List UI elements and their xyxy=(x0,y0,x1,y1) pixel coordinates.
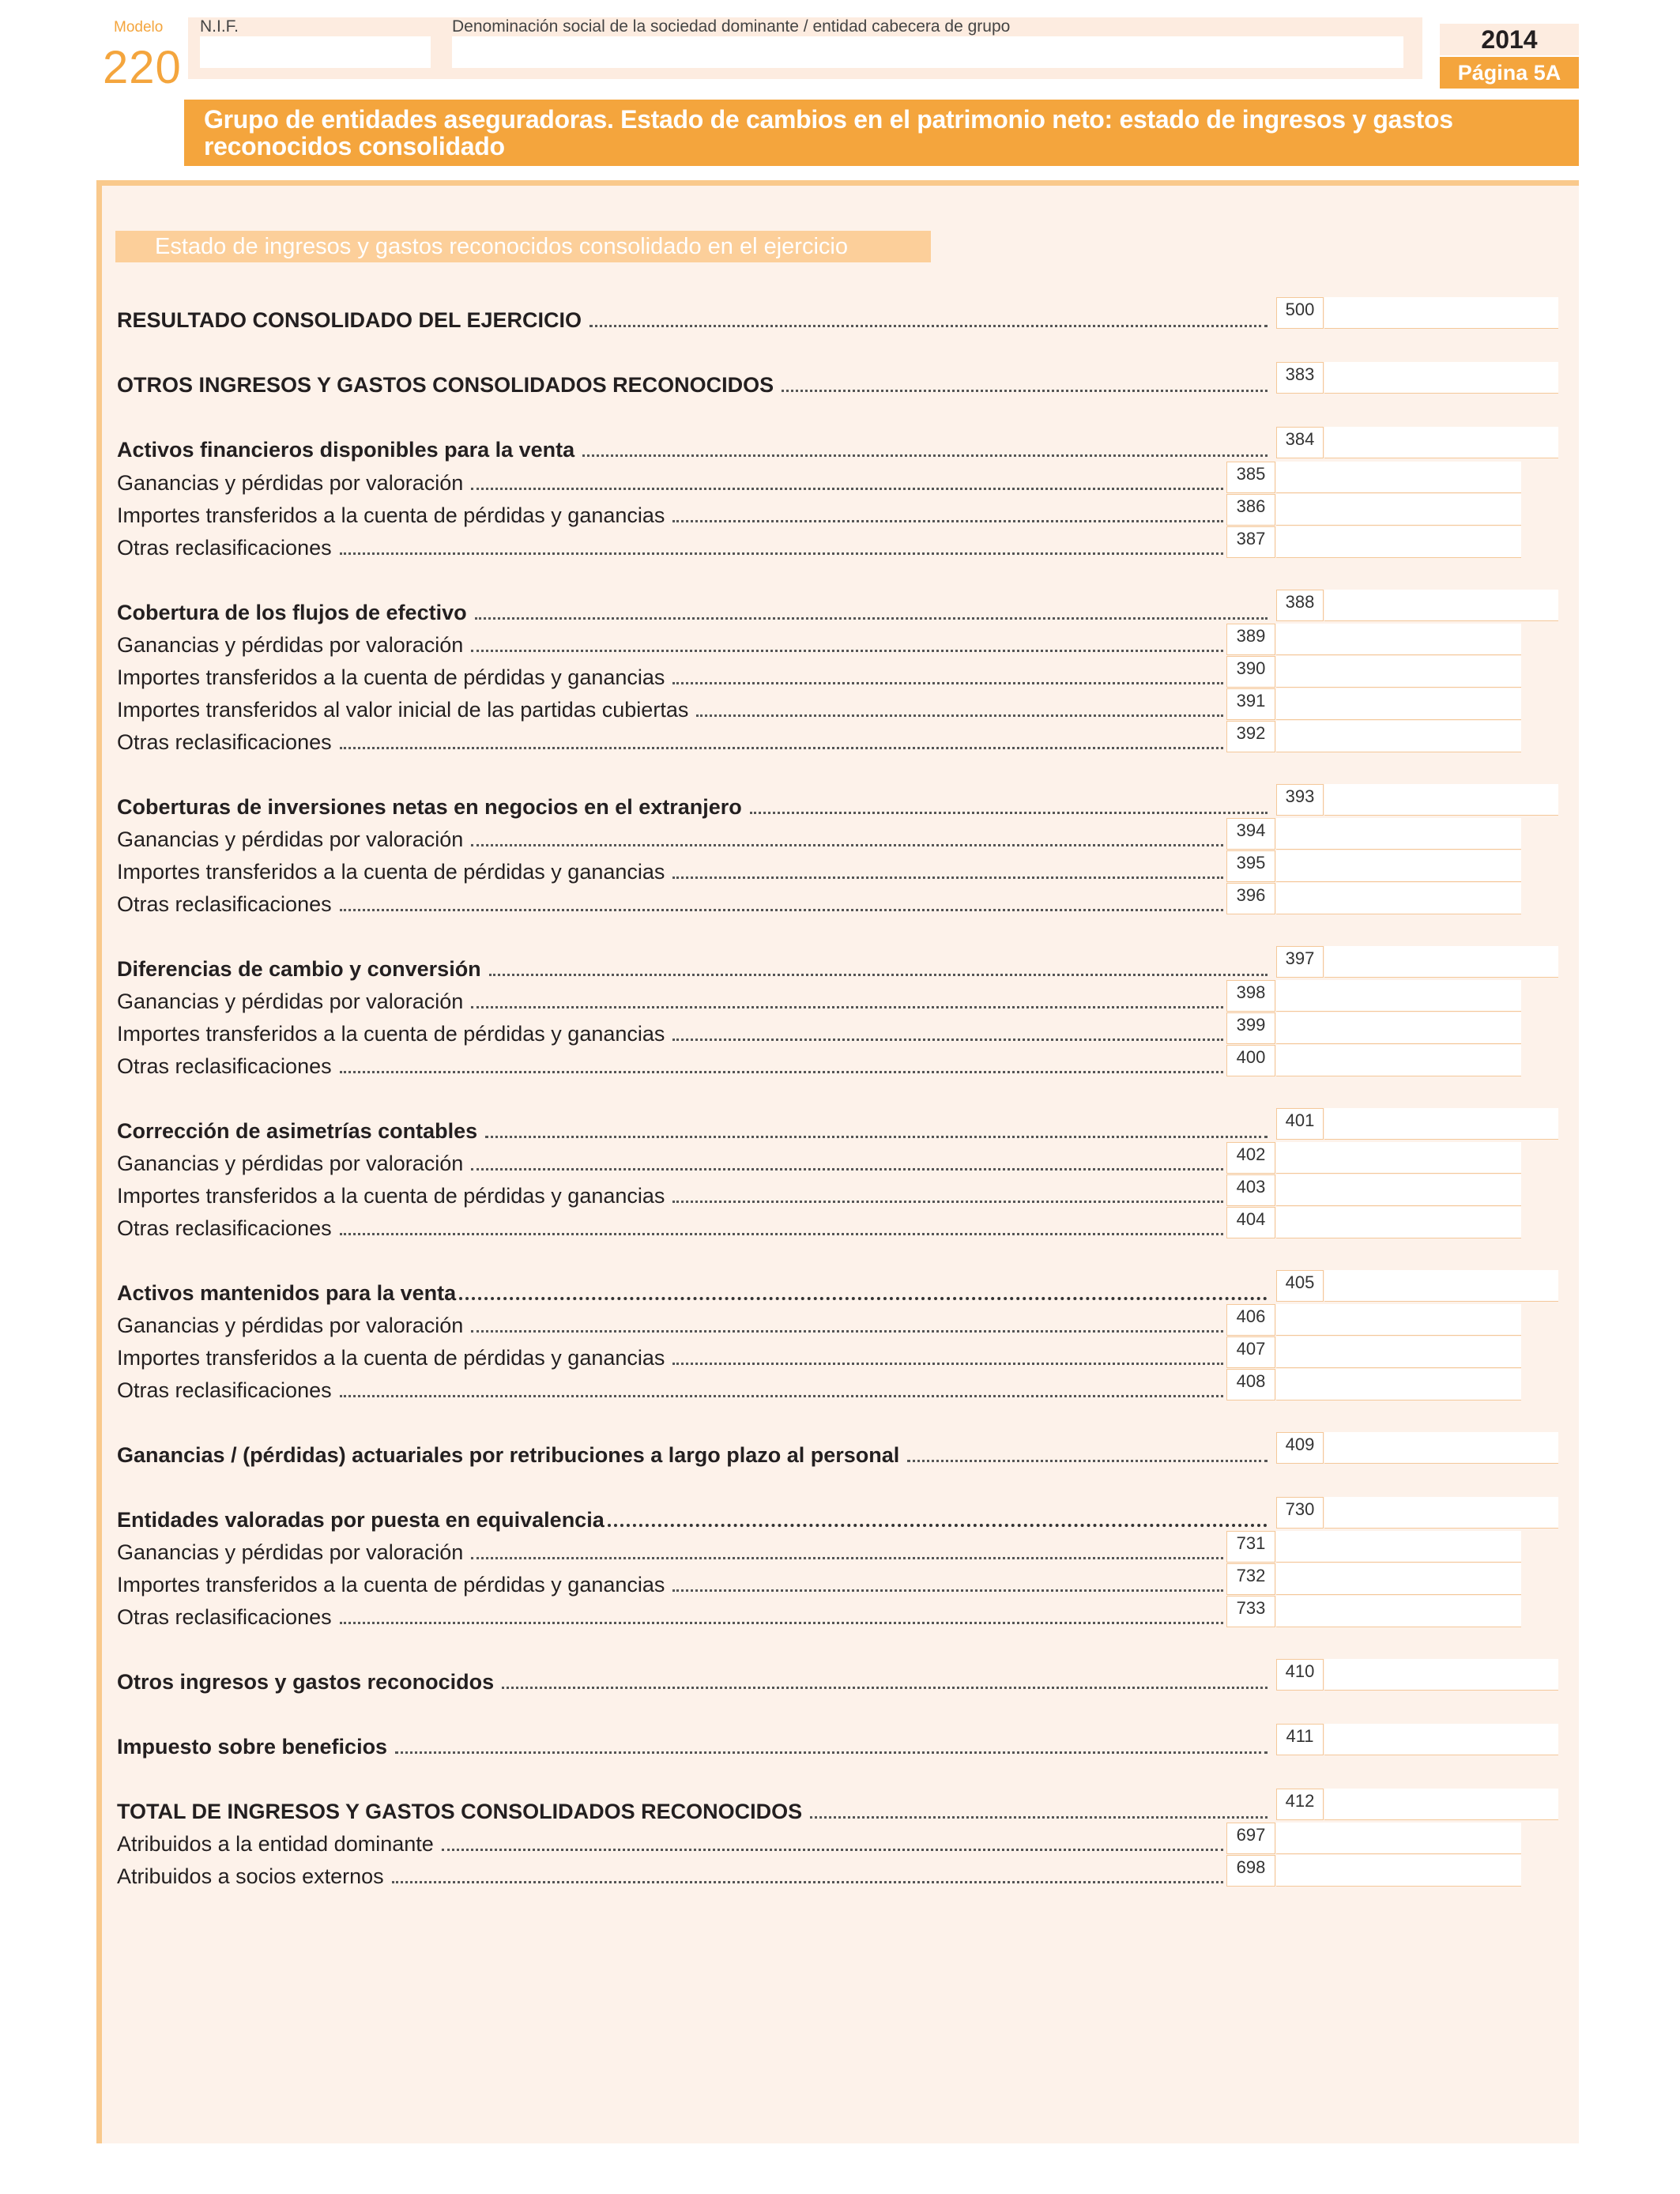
dot-leader xyxy=(502,1687,1268,1689)
value-input[interactable] xyxy=(1276,721,1521,752)
row-label: Otras reclasificaciones xyxy=(117,1054,332,1078)
dot-leader xyxy=(392,1881,1223,1883)
row-label: Importes transferidos a la cuenta de pérdidas y ganancias xyxy=(117,860,665,884)
value-input[interactable] xyxy=(1324,1789,1558,1820)
value-input[interactable] xyxy=(1324,946,1558,978)
box-code: 402 xyxy=(1226,1142,1275,1174)
dot-leader xyxy=(471,1006,1223,1008)
row-label: Ganancias y pérdidas por valoración xyxy=(117,1152,464,1175)
dot-leader xyxy=(442,1849,1223,1851)
value-input[interactable] xyxy=(1276,656,1521,688)
box-code: 395 xyxy=(1226,850,1275,882)
value-input[interactable] xyxy=(1276,1012,1521,1044)
row-label: Otras reclasificaciones xyxy=(117,1378,332,1402)
value-input[interactable] xyxy=(1276,624,1521,655)
row-label: Importes transferidos a la cuenta de pérdidas y ganancias xyxy=(117,1346,665,1370)
row-label: Diferencias de cambio y conversión xyxy=(117,957,481,981)
value-input[interactable] xyxy=(1324,297,1558,329)
nif-input[interactable] xyxy=(200,36,431,68)
row-label: Ganancias y pérdidas por valoración xyxy=(117,1540,464,1564)
dot-leader xyxy=(340,1395,1223,1397)
dot-leader xyxy=(608,1524,1268,1527)
value-input[interactable] xyxy=(1324,1659,1558,1691)
row-label: Ganancias / (pérdidas) actuariales por retribuciones a largo plazo al personal xyxy=(117,1443,900,1467)
row-label: TOTAL DE INGRESOS Y GASTOS CONSOLIDADOS RECONOCIDOS xyxy=(117,1800,803,1823)
value-input[interactable] xyxy=(1276,980,1521,1012)
row-label: Otras reclasificaciones xyxy=(117,1216,332,1240)
denominacion-input[interactable] xyxy=(452,36,1403,68)
row-label: Importes transferidos a la cuenta de pérdidas y ganancias xyxy=(117,665,665,689)
row-label: Impuesto sobre beneficios xyxy=(117,1735,388,1759)
row-label: Atribuidos a socios externos xyxy=(117,1864,384,1888)
dot-leader xyxy=(340,1071,1223,1073)
row-label: Ganancias y pérdidas por valoración xyxy=(117,633,464,657)
dot-leader xyxy=(750,812,1268,814)
row-label: Ganancias y pérdidas por valoración xyxy=(117,471,464,495)
denominacion-label: Denominación social de la sociedad dominante / entidad cabecera de grupo xyxy=(452,17,1011,36)
box-code: 408 xyxy=(1226,1369,1275,1400)
value-input[interactable] xyxy=(1276,1304,1521,1336)
value-input[interactable] xyxy=(1276,1174,1521,1206)
box-code: 391 xyxy=(1226,688,1275,720)
dot-leader xyxy=(340,747,1223,749)
dot-leader xyxy=(340,1233,1223,1235)
row-label: Importes transferidos a la cuenta de pérdidas y ganancias xyxy=(117,1022,665,1046)
dot-leader xyxy=(672,682,1223,684)
box-code: 388 xyxy=(1276,590,1324,621)
row-label: Otras reclasificaciones xyxy=(117,892,332,916)
row-label: Importes transferidos a la cuenta de pérdidas y ganancias xyxy=(117,1573,665,1596)
value-input[interactable] xyxy=(1276,688,1521,720)
dot-leader xyxy=(471,488,1223,490)
modelo-label: Modelo xyxy=(114,19,164,36)
box-code: 401 xyxy=(1276,1108,1324,1140)
box-code: 697 xyxy=(1226,1823,1275,1854)
row-label: Activos mantenidos para la venta xyxy=(117,1281,457,1305)
dot-leader xyxy=(672,1589,1223,1592)
value-input[interactable] xyxy=(1276,883,1521,914)
dot-leader xyxy=(489,974,1268,976)
value-input[interactable] xyxy=(1276,526,1521,558)
dot-leader xyxy=(459,1297,1268,1300)
dot-leader xyxy=(782,390,1268,392)
box-code: 396 xyxy=(1226,883,1275,914)
box-code: 730 xyxy=(1276,1497,1324,1529)
value-input[interactable] xyxy=(1324,1270,1558,1302)
value-input[interactable] xyxy=(1324,1432,1558,1464)
row-label: Ganancias y pérdidas por valoración xyxy=(117,1314,464,1337)
box-code: 403 xyxy=(1226,1174,1275,1206)
value-input[interactable] xyxy=(1276,1563,1521,1595)
value-input[interactable] xyxy=(1276,1207,1521,1238)
dot-leader xyxy=(340,1622,1223,1624)
value-input[interactable] xyxy=(1276,1045,1521,1076)
row-label: Entidades valoradas por puesta en equivalencia xyxy=(117,1508,605,1532)
box-code: 398 xyxy=(1226,980,1275,1012)
value-input[interactable] xyxy=(1324,590,1558,621)
box-code: 698 xyxy=(1226,1855,1275,1887)
section-header: Estado de ingresos y gastos reconocidos consolidado en el ejercicio xyxy=(155,234,848,259)
box-code: 405 xyxy=(1276,1270,1324,1302)
box-code: 387 xyxy=(1226,526,1275,558)
box-code: 500 xyxy=(1276,297,1324,329)
box-code: 407 xyxy=(1226,1336,1275,1368)
year-badge: 2014 xyxy=(1440,24,1579,55)
row-label: Importes transferidos al valor inicial de las partidas cubiertas xyxy=(117,698,689,722)
value-input[interactable] xyxy=(1276,462,1521,493)
value-input[interactable] xyxy=(1276,494,1521,526)
row-label: Atribuidos a la entidad dominante xyxy=(117,1832,434,1856)
value-input[interactable] xyxy=(1324,1108,1558,1140)
value-input[interactable] xyxy=(1324,362,1558,394)
row-label: Ganancias y pérdidas por valoración xyxy=(117,827,464,851)
box-code: 400 xyxy=(1226,1045,1275,1076)
page-badge: Página 5A xyxy=(1440,57,1579,89)
row-label: Otras reclasificaciones xyxy=(117,1605,332,1629)
panel-left-border xyxy=(96,180,102,2143)
row-label: Activos financieros disponibles para la venta xyxy=(117,438,575,462)
value-input[interactable] xyxy=(1276,1142,1521,1174)
value-input[interactable] xyxy=(1324,784,1558,816)
value-input[interactable] xyxy=(1324,1497,1558,1529)
box-code: 406 xyxy=(1226,1304,1275,1336)
box-code: 404 xyxy=(1226,1207,1275,1238)
box-code: 412 xyxy=(1276,1789,1324,1820)
dot-leader xyxy=(672,876,1223,879)
dot-leader xyxy=(485,1136,1268,1138)
dot-leader xyxy=(475,617,1268,620)
panel-top-border xyxy=(96,180,1579,186)
value-input[interactable] xyxy=(1324,1724,1558,1755)
dot-leader xyxy=(590,325,1268,327)
dot-leader xyxy=(471,1168,1223,1171)
box-code: 393 xyxy=(1276,784,1324,816)
dot-leader xyxy=(696,714,1223,717)
dot-leader xyxy=(471,650,1223,652)
value-input[interactable] xyxy=(1276,1531,1521,1563)
value-input[interactable] xyxy=(1276,850,1521,882)
nif-label: N.I.F. xyxy=(200,17,239,36)
box-code: 384 xyxy=(1276,427,1324,458)
dot-leader xyxy=(672,1363,1223,1365)
row-label: Cobertura de los flujos de efectivo xyxy=(117,601,467,624)
box-code: 386 xyxy=(1226,494,1275,526)
box-code: 411 xyxy=(1276,1724,1324,1755)
box-code: 732 xyxy=(1226,1563,1275,1595)
box-code: 389 xyxy=(1226,624,1275,655)
box-code: 394 xyxy=(1226,818,1275,850)
box-code: 392 xyxy=(1226,721,1275,752)
value-input[interactable] xyxy=(1276,1336,1521,1368)
dot-leader xyxy=(340,552,1223,555)
row-label: Ganancias y pérdidas por valoración xyxy=(117,990,464,1013)
row-label: Coberturas de inversiones netas en negocios en el extranjero xyxy=(117,795,742,819)
dot-leader xyxy=(672,1039,1223,1041)
box-code: 409 xyxy=(1276,1432,1324,1464)
box-code: 390 xyxy=(1226,656,1275,688)
row-label: OTROS INGRESOS Y GASTOS CONSOLIDADOS RECONOCIDOS xyxy=(117,373,774,397)
dot-leader xyxy=(672,520,1223,522)
box-code: 410 xyxy=(1276,1659,1324,1691)
box-code: 385 xyxy=(1226,462,1275,493)
box-code: 383 xyxy=(1276,362,1324,394)
row-label: Otras reclasificaciones xyxy=(117,536,332,560)
dot-leader xyxy=(907,1460,1268,1462)
row-label: Otras reclasificaciones xyxy=(117,730,332,754)
box-code: 731 xyxy=(1226,1531,1275,1563)
page-title: Grupo de entidades aseguradoras. Estado de cambios en el patrimonio neto: estado de ingresos y gastos reconocidos consolidado xyxy=(204,105,1453,160)
value-input[interactable] xyxy=(1276,1823,1521,1854)
dot-leader xyxy=(340,909,1223,911)
value-input[interactable] xyxy=(1276,1855,1521,1887)
row-label: Otros ingresos y gastos reconocidos xyxy=(117,1670,495,1694)
row-label: Importes transferidos a la cuenta de pérdidas y ganancias xyxy=(117,503,665,527)
dot-leader xyxy=(471,1557,1223,1559)
modelo-number: 220 xyxy=(103,42,182,93)
box-code: 399 xyxy=(1226,1012,1275,1044)
row-label: Corrección de asimetrías contables xyxy=(117,1119,478,1143)
dot-leader xyxy=(471,1330,1223,1333)
dot-leader xyxy=(810,1816,1268,1819)
row-label: RESULTADO CONSOLIDADO DEL EJERCICIO xyxy=(117,308,582,332)
row-label: Importes transferidos a la cuenta de pérdidas y ganancias xyxy=(117,1184,665,1208)
value-input[interactable] xyxy=(1324,427,1558,458)
dot-leader xyxy=(471,844,1223,846)
box-code: 397 xyxy=(1276,946,1324,978)
value-input[interactable] xyxy=(1276,1596,1521,1627)
value-input[interactable] xyxy=(1276,818,1521,850)
dot-leader xyxy=(395,1751,1268,1754)
value-input[interactable] xyxy=(1276,1369,1521,1400)
dot-leader xyxy=(582,454,1268,457)
dot-leader xyxy=(672,1201,1223,1203)
box-code: 733 xyxy=(1226,1596,1275,1627)
